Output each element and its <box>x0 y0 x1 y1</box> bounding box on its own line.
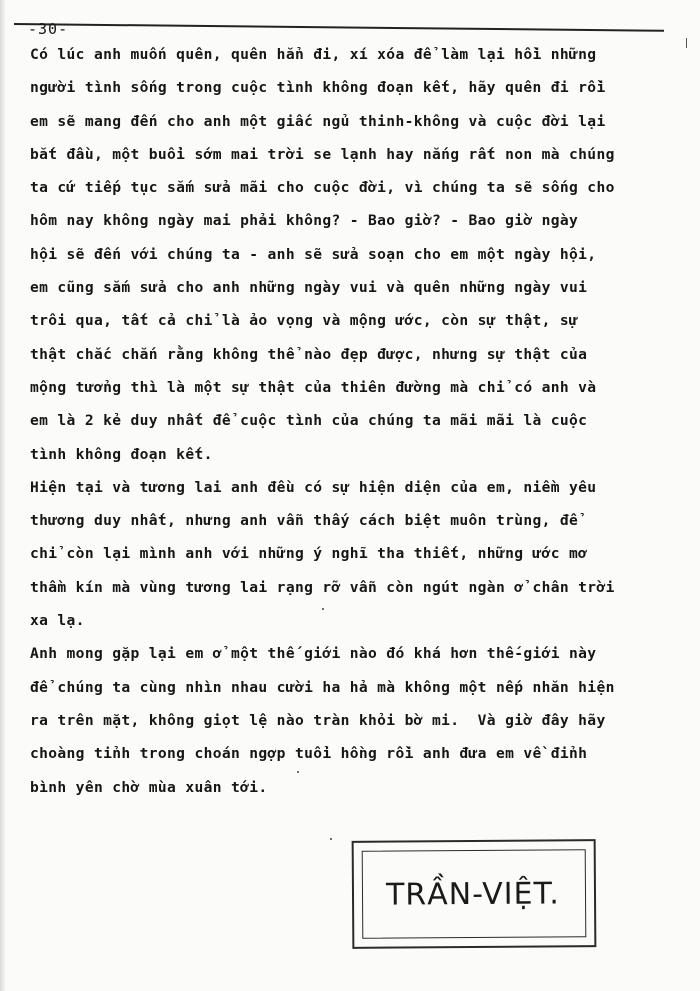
signature-drawing <box>354 841 595 947</box>
text-line: em cũng sắm sửa cho anh những ngày vui và quên những ngày vui <box>30 279 588 297</box>
text-line: xa lạ. <box>30 612 85 630</box>
text-line: để chúng ta cùng nhìn nhau cười ha hả mà không một nếp nhăn hiện <box>30 678 615 696</box>
text-line: trôi qua, tất cả chỉ là ảo vọng và mộng ước, còn sự thật, sự <box>30 312 579 330</box>
scan-edge-shadow <box>0 0 6 991</box>
text-line: thật chắc chắn rằng không thể nào đẹp được, nhưng sự thật của <box>30 345 588 363</box>
paragraph-1 <box>30 38 655 471</box>
ink-speck <box>297 771 299 773</box>
paragraph-2 <box>30 471 655 637</box>
top-rule-line <box>14 23 664 32</box>
text-line: em là 2 kẻ duy nhất để cuộc tình của chúng ta mãi mãi là cuộc <box>30 412 588 430</box>
signature-text: TRẦN-VIỆT. <box>385 876 560 913</box>
text-line: người tình sống trong cuộc tình không đoạn kết, hãy quên đi rồi <box>30 79 606 97</box>
text-line: thương duy nhất, nhưng anh vẫn thấy cách biệt muôn trùng, để <box>30 512 579 530</box>
signature-stamp <box>352 839 597 949</box>
text-line: hội sẽ đến với chúng ta - anh sẽ sửa soạn cho em một ngày hội, <box>30 245 597 263</box>
scan-mark <box>686 38 692 48</box>
text-line: ra trên mặt, không giọt lệ nào tràn khỏi bờ mi. Và giờ đây hãy <box>30 711 606 729</box>
text-line: bình yên chờ mùa xuân tới. <box>30 778 268 796</box>
text-line: bắt đầu, một buổi sớm mai trời se lạnh hay nắng rất non mà chúng <box>30 145 615 163</box>
ink-speck <box>330 838 332 840</box>
text-line: choàng tỉnh trong choán ngợp tuổi hồng rồi anh đưa em về đỉnh <box>30 745 588 763</box>
ink-speck <box>322 608 324 610</box>
body-text <box>30 38 655 804</box>
paragraph-3 <box>30 637 655 803</box>
text-line: mộng tưởng thì là một sự thật của thiên đường mà chỉ có anh và <box>30 378 597 396</box>
text-line: ta cứ tiếp tục sắm sửa mãi cho cuộc đời, vì chúng ta sẽ sống cho <box>30 179 615 197</box>
text-line: hôm nay không ngày mai phải không? - Bao giờ? - Bao giờ ngày <box>30 212 579 230</box>
text-line: Hiện tại và tương lai anh đều có sự hiện diện của em, niềm yêu <box>30 478 597 496</box>
text-line: em sẽ mang đến cho anh một giấc ngủ thinh-không và cuộc đời lại <box>30 112 606 130</box>
text-line: Có lúc anh muốn quên, quên hẳn đi, xí xóa để làm lại hồi những <box>30 46 597 63</box>
text-line: chỉ còn lại mình anh với những ý nghĩ tha thiết, những ước mơ <box>30 545 588 563</box>
page-number: -30- <box>28 20 69 38</box>
text-line: Anh mong gặp lại em ở một thế giới nào đó khá hơn thế-giới này <box>30 645 597 663</box>
text-line: tình không đoạn kết. <box>30 445 213 463</box>
text-line: thầm kín mà vùng tương lai rạng rỡ vẫn còn ngút ngàn ở chân trời <box>30 578 615 596</box>
